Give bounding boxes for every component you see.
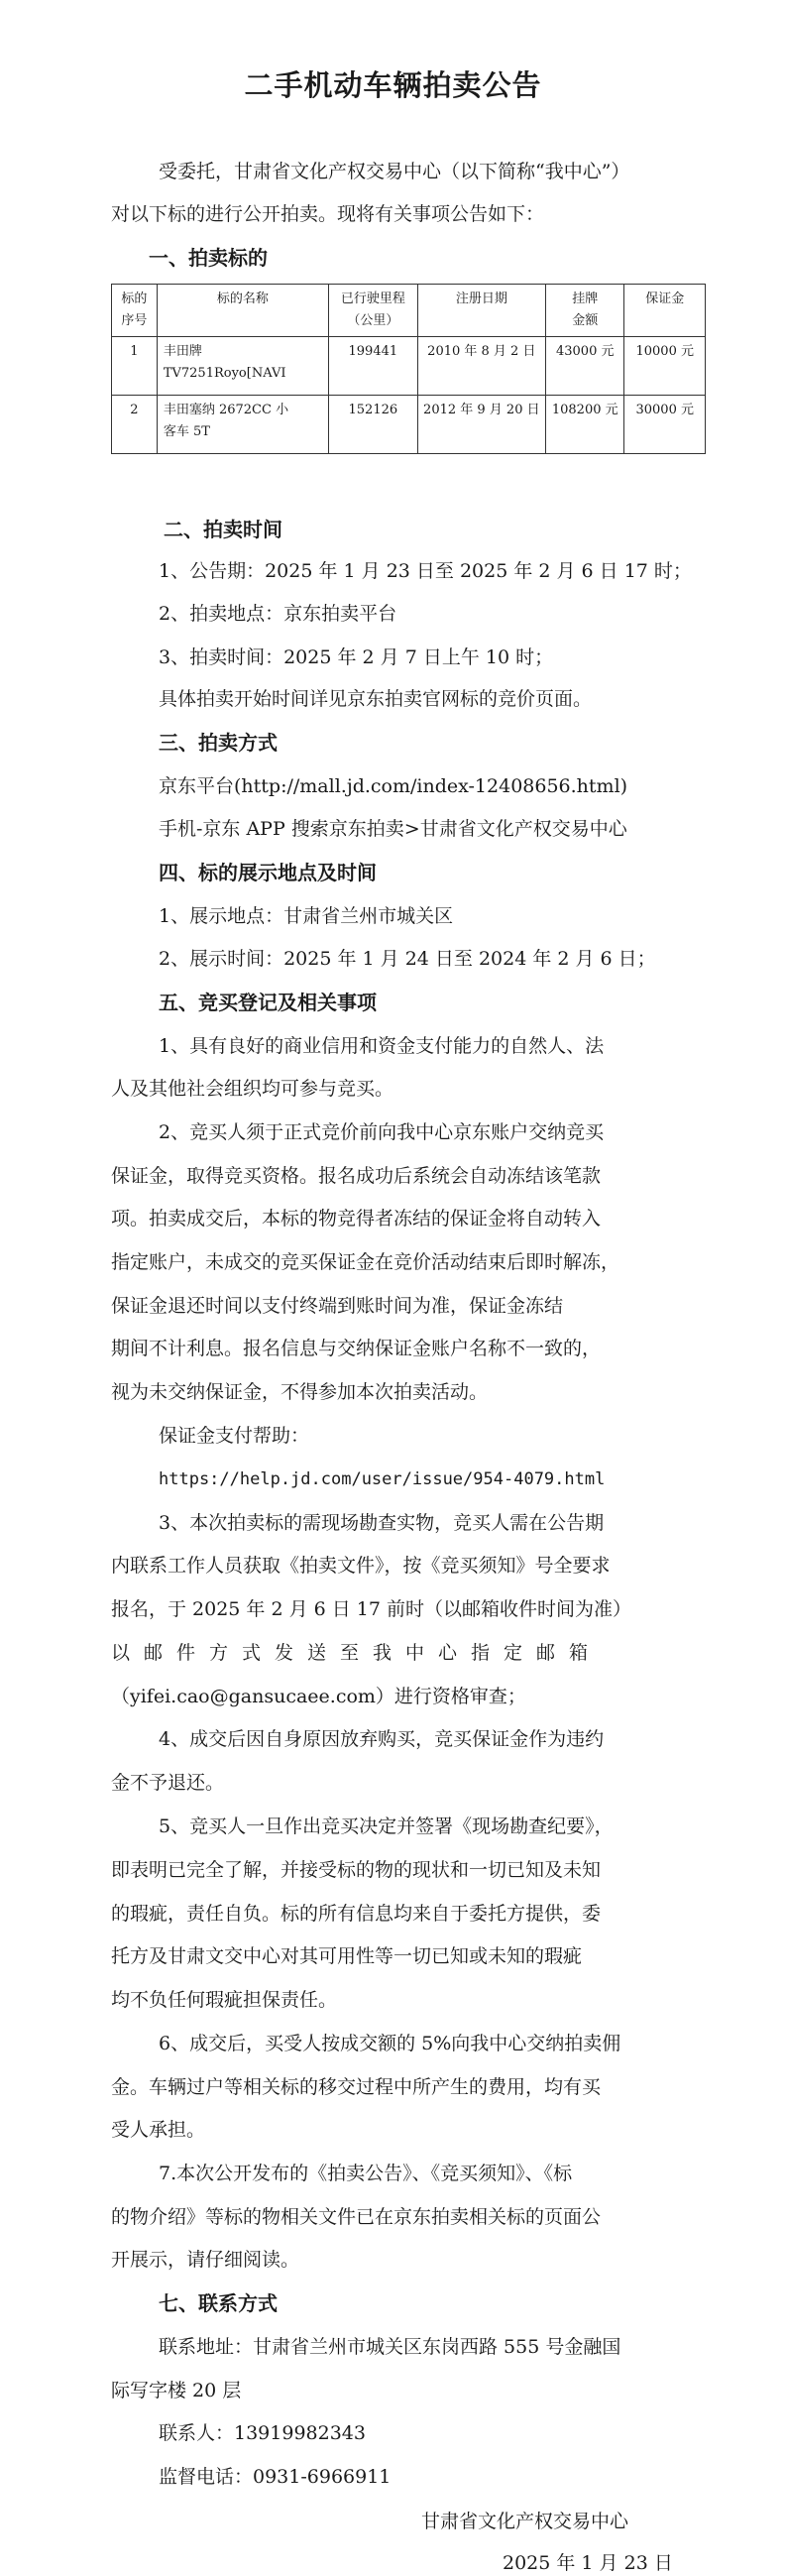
text-line: 保证金支付帮助： — [159, 1425, 310, 1447]
column-header: 标的名称 — [157, 285, 328, 337]
text-line: 内联系工作人员获取《拍卖文件》，按《竞买须知》号全要求 — [111, 1555, 611, 1577]
text-line: 手机-京东 APP 搜索京东拍卖>甘肃省文化产权交易中心 — [159, 818, 627, 840]
table-row — [112, 396, 706, 454]
text-line: 2、竞买人须于正式竞价前向我中心京东账户交纳竞买 — [159, 1121, 605, 1143]
text-line: 金。车辆过户等相关标的移交过程中所产生的费用，均有买 — [111, 2076, 602, 2098]
text-line: 保证金退还时间以支付终端到账时间为准，保证金冻结 — [111, 1295, 564, 1317]
text-line: 报名，于 2025 年 2 月 6 日 17 前时（以邮箱收件时间为准） — [111, 1598, 632, 1620]
cell-price: 108200 元 — [546, 396, 624, 454]
text-line: 6、成交后，买受人按成交额的 5%向我中心交纳拍卖佣 — [159, 2033, 621, 2054]
text-line: 受人承担。 — [111, 2119, 206, 2141]
text-line: 2、展示时间：2025 年 1 月 24 日至 2024 年 2 月 6 日； — [159, 948, 656, 970]
table-row — [112, 337, 706, 396]
text-line: 5、竞买人一旦作出竞买决定并签署《现场勘查纪要》， — [159, 1815, 614, 1837]
cell-mileage: 199441 — [329, 337, 418, 396]
text-line: 均不负任何瑕疵担保责任。 — [111, 1989, 338, 2011]
text-line: 开展示，请仔细阅读。 — [111, 2249, 300, 2271]
intro-line: 对以下标的进行公开拍卖。现将有关事项公告如下： — [111, 203, 545, 225]
cell-no: 1 — [112, 337, 158, 396]
text-line: 7.本次公开发布的《拍卖公告》、《竞买须知》、《标 — [159, 2163, 573, 2184]
section-heading-method: 三、拍卖方式 — [159, 731, 278, 755]
help-link[interactable]: https://help.jd.com/user/issue/954-4079.html — [159, 1469, 606, 1489]
text-line: 即表明已完全了解，并接受标的物的现状和一切已知及未知 — [111, 1859, 602, 1881]
text-line: 视为未交纳保证金，不得参加本次拍卖活动。 — [111, 1381, 489, 1403]
text-line: 的物介绍》等标的物相关文件已在京东拍卖相关标的页面公 — [111, 2206, 602, 2228]
section-heading-registration: 五、竞买登记及相关事项 — [159, 991, 377, 1014]
cell-name: 丰田塞纳 2672CC 小 客车 5T — [157, 396, 328, 454]
footer-org: 甘肃省文化产权交易中心 — [421, 2511, 629, 2532]
table-header-row — [112, 285, 706, 337]
column-header: 保证金 — [624, 285, 706, 337]
text-line: 4、成交后因自身原因放弃购买，竞买保证金作为违约 — [159, 1728, 605, 1750]
text-line: 人及其他社会组织均可参与竞买。 — [111, 1078, 394, 1100]
text-line: 际写字楼 20 层 — [111, 2380, 242, 2401]
text-line: 项。拍卖成交后，本标的物竞得者冻结的保证金将自动转入 — [111, 1208, 602, 1229]
cell-name: 丰田牌 TV7251Royo[NAVI — [157, 337, 328, 396]
cell-price: 43000 元 — [546, 337, 624, 396]
footer-date: 2025 年 1 月 23 日 — [503, 2552, 673, 2574]
column-header: 挂牌 金额 — [546, 285, 624, 337]
section-heading-contact: 七、联系方式 — [159, 2291, 278, 2315]
text-line: 指定账户，未成交的竞买保证金在竞价活动结束后即时解冻， — [111, 1251, 620, 1273]
email-line: （yifei.cao@gansucaee.com）进行资格审查； — [111, 1686, 526, 1707]
cell-date: 2012 年 9 月 20 日 — [417, 396, 545, 454]
text-line: 联系地址：甘肃省兰州市城关区东岗西路 555 号金融国 — [159, 2336, 621, 2358]
text-line: 2、拍卖地点：京东拍卖平台 — [159, 603, 397, 625]
text-line: 1、展示地点：甘肃省兰州市城关区 — [159, 905, 454, 927]
contact-person: 联系人：13919982343 — [159, 2422, 366, 2444]
section-heading-lots: 一、拍卖标的 — [149, 246, 268, 270]
platform-link[interactable]: 京东平台(http://mall.jd.com/index-12408656.html) — [159, 775, 628, 797]
cell-mileage: 152126 — [329, 396, 418, 454]
cell-deposit: 10000 元 — [624, 337, 706, 396]
text-line: 保证金，取得竞买资格。报名成功后系统会自动冻结该笔款 — [111, 1165, 602, 1187]
text-line: 3、拍卖时间：2025 年 2 月 7 日上午 10 时； — [159, 646, 554, 668]
cell-no: 2 — [112, 396, 158, 454]
text-line: 1、公告期：2025 年 1 月 23 日至 2025 年 2 月 6 日 17 时； — [159, 560, 692, 582]
cell-date: 2010 年 8 月 2 日 — [417, 337, 545, 396]
text-line: 托方及甘肃文交中心对其可用性等一切已知或未知的瑕疵 — [111, 1945, 583, 1967]
text-line: 3、本次拍卖标的需现场勘查实物，竞买人需在公告期 — [159, 1512, 605, 1534]
cell-deposit: 30000 元 — [624, 396, 706, 454]
text-line: 的瑕疵，责任自负。标的所有信息均来自于委托方提供，委 — [111, 1903, 602, 1925]
column-header: 注册日期 — [417, 285, 545, 337]
document-title: 二手机动车辆拍卖公告 — [244, 68, 542, 102]
section-heading-display: 四、标的展示地点及时间 — [159, 861, 377, 884]
column-header: 已行驶里程 （公里） — [329, 285, 418, 337]
text-line: 具体拍卖开始时间详见京东拍卖官网标的竞价页面。 — [159, 688, 593, 710]
section-heading-time: 二、拍卖时间 — [164, 518, 282, 541]
text-line: 期间不计利息。报名信息与交纳保证金账户名称不一致的， — [111, 1338, 602, 1359]
text-line: 1、具有良好的商业信用和资金支付能力的自然人、法 — [159, 1035, 605, 1057]
text-line: 金不予退还。 — [111, 1772, 225, 1794]
text-line: 以邮件方式发送至我中心指定邮箱 — [111, 1642, 603, 1664]
column-header: 标的 序号 — [112, 285, 158, 337]
intro-line: 受委托，甘肃省文化产权交易中心（以下简称“我中心”） — [159, 161, 630, 182]
supervision-phone: 监督电话：0931-6966911 — [159, 2466, 392, 2488]
lots-table — [111, 284, 706, 454]
